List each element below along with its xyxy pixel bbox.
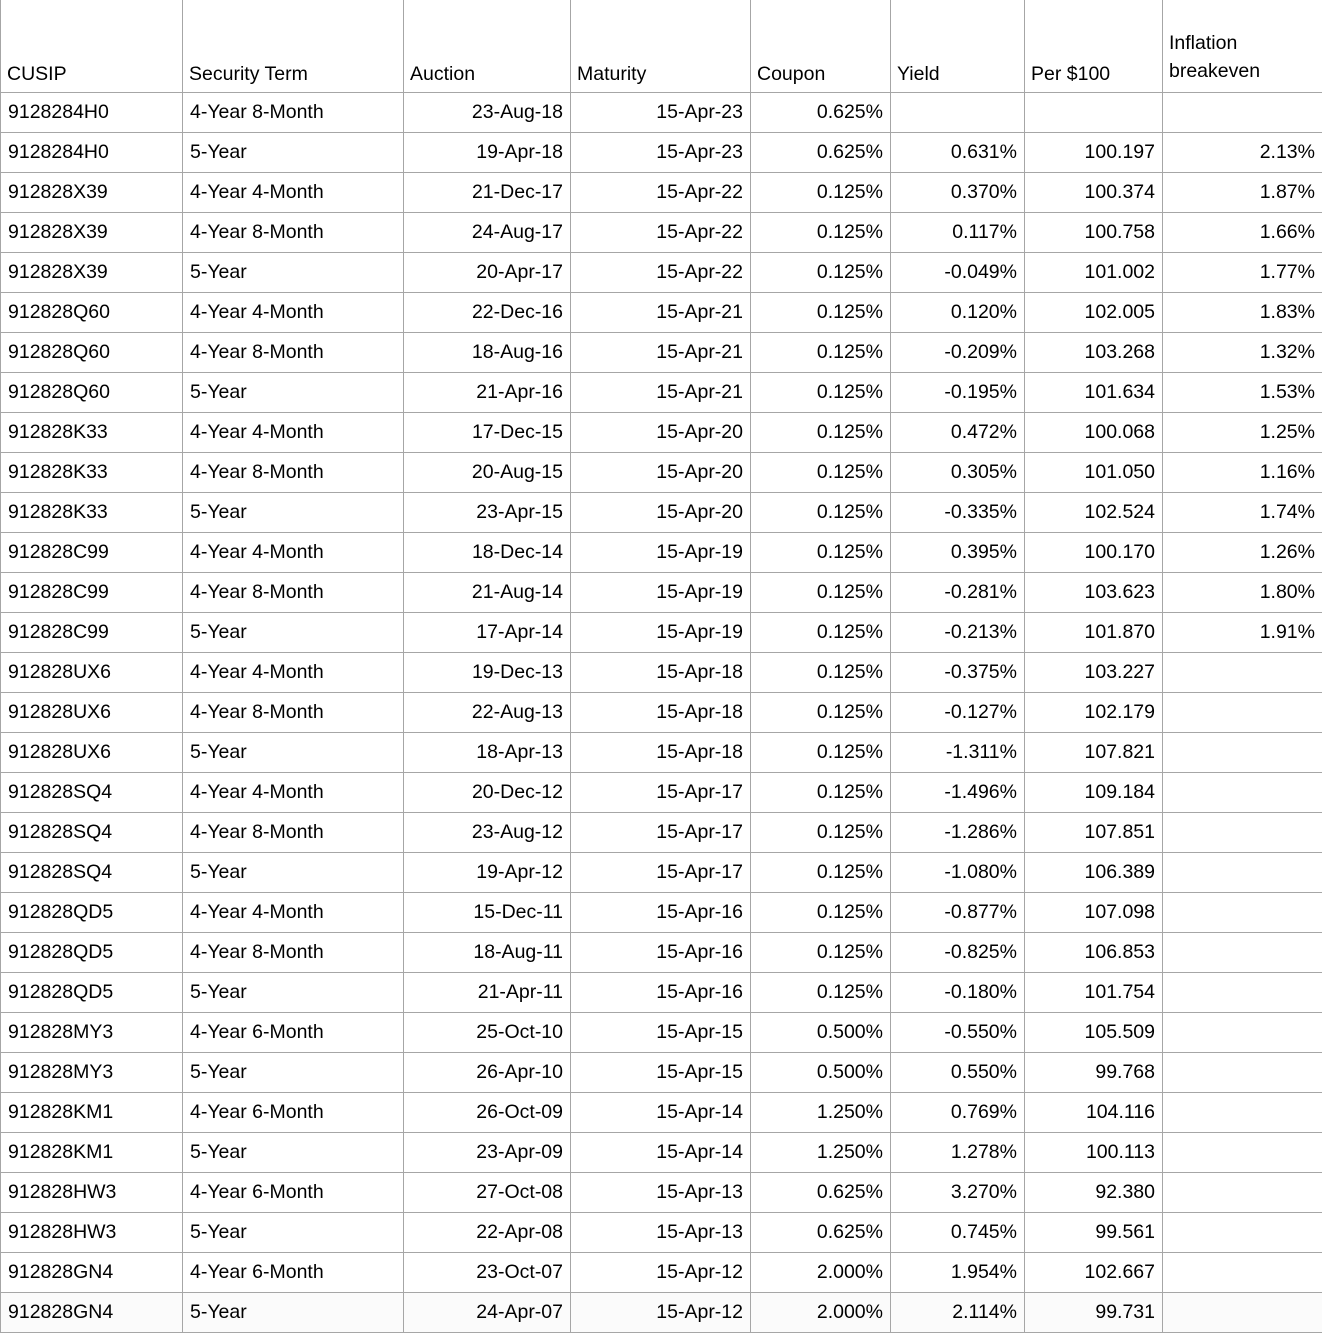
cell-cusip[interactable]: 912828SQ4 bbox=[1, 812, 183, 852]
cell-coupon[interactable]: 0.625% bbox=[751, 92, 891, 132]
cell-cusip[interactable]: 9128284H0 bbox=[1, 92, 183, 132]
cell-inflation[interactable] bbox=[1163, 972, 1322, 1012]
cell-per100[interactable]: 102.524 bbox=[1025, 492, 1163, 532]
cell-per100[interactable]: 107.821 bbox=[1025, 732, 1163, 772]
table-row[interactable] bbox=[1, 1012, 1322, 1052]
cell-coupon[interactable]: 0.625% bbox=[751, 1212, 891, 1252]
cell-per100[interactable]: 101.634 bbox=[1025, 372, 1163, 412]
cell-per100[interactable]: 100.197 bbox=[1025, 132, 1163, 172]
cell-coupon[interactable]: 0.125% bbox=[751, 532, 891, 572]
table-row[interactable] bbox=[1, 252, 1322, 292]
cell-inflation[interactable] bbox=[1163, 652, 1322, 692]
cell-cusip[interactable]: 912828MY3 bbox=[1, 1012, 183, 1052]
cell-auction[interactable]: 23-Aug-12 bbox=[404, 812, 571, 852]
cell-inflation[interactable]: 1.66% bbox=[1163, 212, 1322, 252]
cell-term[interactable]: 5-Year bbox=[183, 732, 404, 772]
cell-per100[interactable]: 100.113 bbox=[1025, 1132, 1163, 1172]
table-row[interactable] bbox=[1, 572, 1322, 612]
cell-term[interactable]: 4-Year 4-Month bbox=[183, 892, 404, 932]
cell-term[interactable]: 4-Year 4-Month bbox=[183, 292, 404, 332]
cell-auction[interactable]: 18-Apr-13 bbox=[404, 732, 571, 772]
cell-auction[interactable]: 20-Dec-12 bbox=[404, 772, 571, 812]
cell-auction[interactable]: 23-Oct-07 bbox=[404, 1252, 571, 1292]
cell-cusip[interactable]: 912828Q60 bbox=[1, 292, 183, 332]
table-row[interactable] bbox=[1, 892, 1322, 932]
cell-per100[interactable]: 107.098 bbox=[1025, 892, 1163, 932]
table-row[interactable] bbox=[1, 172, 1322, 212]
cell-cusip[interactable]: 912828K33 bbox=[1, 452, 183, 492]
cell-maturity[interactable]: 15-Apr-19 bbox=[571, 532, 751, 572]
table-row[interactable] bbox=[1, 1292, 1322, 1332]
cell-yield[interactable]: 0.120% bbox=[891, 292, 1025, 332]
cell-cusip[interactable]: 912828QD5 bbox=[1, 892, 183, 932]
cell-maturity[interactable]: 15-Apr-16 bbox=[571, 932, 751, 972]
cell-term[interactable]: 4-Year 8-Month bbox=[183, 92, 404, 132]
cell-inflation[interactable] bbox=[1163, 1092, 1322, 1132]
table-row[interactable] bbox=[1, 212, 1322, 252]
cell-per100[interactable]: 102.005 bbox=[1025, 292, 1163, 332]
cell-inflation[interactable]: 1.74% bbox=[1163, 492, 1322, 532]
cell-maturity[interactable]: 15-Apr-19 bbox=[571, 612, 751, 652]
cell-maturity[interactable]: 15-Apr-21 bbox=[571, 292, 751, 332]
table-row[interactable] bbox=[1, 852, 1322, 892]
cell-maturity[interactable]: 15-Apr-22 bbox=[571, 212, 751, 252]
table-row[interactable] bbox=[1, 612, 1322, 652]
cell-auction[interactable]: 20-Aug-15 bbox=[404, 452, 571, 492]
header-row bbox=[1, 0, 1322, 92]
cell-maturity[interactable]: 15-Apr-16 bbox=[571, 892, 751, 932]
cell-term[interactable]: 5-Year bbox=[183, 372, 404, 412]
cell-term[interactable]: 4-Year 8-Month bbox=[183, 332, 404, 372]
cell-per100[interactable]: 106.853 bbox=[1025, 932, 1163, 972]
cell-term[interactable]: 5-Year bbox=[183, 972, 404, 1012]
table-row[interactable] bbox=[1, 652, 1322, 692]
cell-term[interactable]: 4-Year 4-Month bbox=[183, 772, 404, 812]
cell-inflation[interactable]: 1.32% bbox=[1163, 332, 1322, 372]
cell-auction[interactable]: 19-Apr-18 bbox=[404, 132, 571, 172]
cell-cusip[interactable]: 912828K33 bbox=[1, 412, 183, 452]
table-row[interactable] bbox=[1, 972, 1322, 1012]
cell-coupon[interactable]: 0.125% bbox=[751, 852, 891, 892]
cell-yield[interactable]: -1.080% bbox=[891, 852, 1025, 892]
cell-yield[interactable]: 0.117% bbox=[891, 212, 1025, 252]
cell-auction[interactable]: 20-Apr-17 bbox=[404, 252, 571, 292]
table-row[interactable] bbox=[1, 132, 1322, 172]
cell-inflation[interactable] bbox=[1163, 852, 1322, 892]
table-row[interactable] bbox=[1, 1252, 1322, 1292]
cell-auction[interactable]: 18-Aug-11 bbox=[404, 932, 571, 972]
cell-per100[interactable]: 101.002 bbox=[1025, 252, 1163, 292]
cell-yield[interactable]: -0.213% bbox=[891, 612, 1025, 652]
cell-yield[interactable]: 0.745% bbox=[891, 1212, 1025, 1252]
cell-term[interactable]: 4-Year 8-Month bbox=[183, 572, 404, 612]
cell-auction[interactable]: 23-Apr-15 bbox=[404, 492, 571, 532]
cell-term[interactable]: 4-Year 4-Month bbox=[183, 532, 404, 572]
cell-maturity[interactable]: 15-Apr-20 bbox=[571, 492, 751, 532]
cell-term[interactable]: 4-Year 6-Month bbox=[183, 1252, 404, 1292]
table-row[interactable] bbox=[1, 932, 1322, 972]
cell-term[interactable]: 5-Year bbox=[183, 1132, 404, 1172]
cell-auction[interactable]: 21-Dec-17 bbox=[404, 172, 571, 212]
cell-inflation[interactable]: 2.13% bbox=[1163, 132, 1322, 172]
cell-yield[interactable]: -0.825% bbox=[891, 932, 1025, 972]
cell-coupon[interactable]: 0.500% bbox=[751, 1012, 891, 1052]
cell-per100[interactable] bbox=[1025, 92, 1163, 132]
cell-cusip[interactable]: 912828C99 bbox=[1, 572, 183, 612]
table-row[interactable] bbox=[1, 532, 1322, 572]
cell-inflation[interactable] bbox=[1163, 732, 1322, 772]
cell-term[interactable]: 5-Year bbox=[183, 852, 404, 892]
cell-cusip[interactable]: 912828GN4 bbox=[1, 1252, 183, 1292]
cell-maturity[interactable]: 15-Apr-14 bbox=[571, 1092, 751, 1132]
cell-auction[interactable]: 18-Dec-14 bbox=[404, 532, 571, 572]
cell-inflation[interactable]: 1.16% bbox=[1163, 452, 1322, 492]
table-row[interactable] bbox=[1, 692, 1322, 732]
cell-auction[interactable]: 19-Apr-12 bbox=[404, 852, 571, 892]
cell-per100[interactable]: 103.623 bbox=[1025, 572, 1163, 612]
cell-cusip[interactable]: 912828X39 bbox=[1, 212, 183, 252]
cell-cusip[interactable]: 912828C99 bbox=[1, 612, 183, 652]
cell-per100[interactable]: 100.374 bbox=[1025, 172, 1163, 212]
cell-maturity[interactable]: 15-Apr-14 bbox=[571, 1132, 751, 1172]
cell-cusip[interactable]: 912828KM1 bbox=[1, 1092, 183, 1132]
cell-yield[interactable]: 1.278% bbox=[891, 1132, 1025, 1172]
column-header-cusip[interactable]: CUSIP bbox=[1, 0, 183, 92]
cell-coupon[interactable]: 0.125% bbox=[751, 252, 891, 292]
table-row[interactable] bbox=[1, 492, 1322, 532]
cell-inflation[interactable]: 1.91% bbox=[1163, 612, 1322, 652]
cell-term[interactable]: 4-Year 8-Month bbox=[183, 812, 404, 852]
cell-term[interactable]: 5-Year bbox=[183, 252, 404, 292]
cell-cusip[interactable]: 912828QD5 bbox=[1, 972, 183, 1012]
cell-cusip[interactable]: 912828KM1 bbox=[1, 1132, 183, 1172]
cell-maturity[interactable]: 15-Apr-13 bbox=[571, 1212, 751, 1252]
cell-coupon[interactable]: 0.125% bbox=[751, 212, 891, 252]
cell-maturity[interactable]: 15-Apr-22 bbox=[571, 252, 751, 292]
cell-auction[interactable]: 23-Apr-09 bbox=[404, 1132, 571, 1172]
cell-coupon[interactable]: 0.125% bbox=[751, 372, 891, 412]
cell-yield[interactable] bbox=[891, 92, 1025, 132]
table-header bbox=[1, 0, 1322, 92]
cell-term[interactable]: 5-Year bbox=[183, 1292, 404, 1332]
cell-cusip[interactable]: 912828C99 bbox=[1, 532, 183, 572]
cell-inflation[interactable]: 1.53% bbox=[1163, 372, 1322, 412]
cell-inflation[interactable]: 1.87% bbox=[1163, 172, 1322, 212]
cell-inflation[interactable] bbox=[1163, 1012, 1322, 1052]
cell-yield[interactable]: -0.550% bbox=[891, 1012, 1025, 1052]
cell-term[interactable]: 5-Year bbox=[183, 132, 404, 172]
cell-maturity[interactable]: 15-Apr-18 bbox=[571, 732, 751, 772]
cell-inflation[interactable]: 1.80% bbox=[1163, 572, 1322, 612]
cell-auction[interactable]: 26-Apr-10 bbox=[404, 1052, 571, 1092]
cell-auction[interactable]: 22-Apr-08 bbox=[404, 1212, 571, 1252]
cell-auction[interactable]: 21-Apr-11 bbox=[404, 972, 571, 1012]
cell-cusip[interactable]: 912828MY3 bbox=[1, 1052, 183, 1092]
cell-coupon[interactable]: 0.125% bbox=[751, 892, 891, 932]
column-header-inflation[interactable]: Inflation breakeven bbox=[1163, 0, 1322, 92]
cell-per100[interactable]: 100.068 bbox=[1025, 412, 1163, 452]
cell-per100[interactable]: 99.561 bbox=[1025, 1212, 1163, 1252]
cell-per100[interactable]: 99.768 bbox=[1025, 1052, 1163, 1092]
cell-maturity[interactable]: 15-Apr-18 bbox=[571, 692, 751, 732]
cell-auction[interactable]: 27-Oct-08 bbox=[404, 1172, 571, 1212]
table-row[interactable] bbox=[1, 1052, 1322, 1092]
cell-term[interactable]: 4-Year 8-Month bbox=[183, 212, 404, 252]
cell-yield[interactable]: 0.395% bbox=[891, 532, 1025, 572]
cell-coupon[interactable]: 2.000% bbox=[751, 1292, 891, 1332]
cell-cusip[interactable]: 912828UX6 bbox=[1, 732, 183, 772]
cell-cusip[interactable]: 912828QD5 bbox=[1, 932, 183, 972]
cell-inflation[interactable] bbox=[1163, 1132, 1322, 1172]
cell-yield[interactable]: 1.954% bbox=[891, 1252, 1025, 1292]
cell-yield[interactable]: 2.114% bbox=[891, 1292, 1025, 1332]
cell-per100[interactable]: 100.170 bbox=[1025, 532, 1163, 572]
cell-term[interactable]: 4-Year 4-Month bbox=[183, 172, 404, 212]
cell-per100[interactable]: 109.184 bbox=[1025, 772, 1163, 812]
cell-term[interactable]: 5-Year bbox=[183, 492, 404, 532]
cell-coupon[interactable]: 0.125% bbox=[751, 932, 891, 972]
cell-per100[interactable]: 102.179 bbox=[1025, 692, 1163, 732]
cell-inflation[interactable] bbox=[1163, 1052, 1322, 1092]
cell-coupon[interactable]: 1.250% bbox=[751, 1092, 891, 1132]
cell-coupon[interactable]: 0.125% bbox=[751, 772, 891, 812]
cell-per100[interactable]: 106.389 bbox=[1025, 852, 1163, 892]
cell-maturity[interactable]: 15-Apr-15 bbox=[571, 1052, 751, 1092]
cell-auction[interactable]: 17-Apr-14 bbox=[404, 612, 571, 652]
column-header-per100[interactable]: Per $100 bbox=[1025, 0, 1163, 92]
cell-term[interactable]: 5-Year bbox=[183, 612, 404, 652]
cell-inflation[interactable] bbox=[1163, 932, 1322, 972]
cell-cusip[interactable]: 912828SQ4 bbox=[1, 772, 183, 812]
cell-coupon[interactable]: 2.000% bbox=[751, 1252, 891, 1292]
cell-term[interactable]: 4-Year 8-Month bbox=[183, 452, 404, 492]
cell-per100[interactable]: 101.050 bbox=[1025, 452, 1163, 492]
cell-auction[interactable]: 26-Oct-09 bbox=[404, 1092, 571, 1132]
table-row[interactable] bbox=[1, 1212, 1322, 1252]
cell-inflation[interactable] bbox=[1163, 1172, 1322, 1212]
cell-per100[interactable]: 107.851 bbox=[1025, 812, 1163, 852]
cell-coupon[interactable]: 1.250% bbox=[751, 1132, 891, 1172]
cell-coupon[interactable]: 0.625% bbox=[751, 132, 891, 172]
cell-auction[interactable]: 22-Aug-13 bbox=[404, 692, 571, 732]
cell-term[interactable]: 4-Year 6-Month bbox=[183, 1092, 404, 1132]
cell-inflation[interactable] bbox=[1163, 772, 1322, 812]
cell-inflation[interactable]: 1.26% bbox=[1163, 532, 1322, 572]
column-header-maturity[interactable]: Maturity bbox=[571, 0, 751, 92]
cell-auction[interactable]: 15-Dec-11 bbox=[404, 892, 571, 932]
table-row[interactable] bbox=[1, 732, 1322, 772]
cell-maturity[interactable]: 15-Apr-20 bbox=[571, 412, 751, 452]
cell-auction[interactable]: 22-Dec-16 bbox=[404, 292, 571, 332]
cell-per100[interactable]: 101.870 bbox=[1025, 612, 1163, 652]
cell-coupon[interactable]: 0.125% bbox=[751, 332, 891, 372]
column-header-coupon[interactable]: Coupon bbox=[751, 0, 891, 92]
cell-term[interactable]: 5-Year bbox=[183, 1212, 404, 1252]
cell-maturity[interactable]: 15-Apr-17 bbox=[571, 812, 751, 852]
cell-term[interactable]: 4-Year 6-Month bbox=[183, 1172, 404, 1212]
cell-coupon[interactable]: 0.125% bbox=[751, 572, 891, 612]
cell-yield[interactable]: -0.877% bbox=[891, 892, 1025, 932]
cell-per100[interactable]: 92.380 bbox=[1025, 1172, 1163, 1212]
cell-auction[interactable]: 21-Aug-14 bbox=[404, 572, 571, 612]
cell-per100[interactable]: 103.227 bbox=[1025, 652, 1163, 692]
table-row[interactable] bbox=[1, 372, 1322, 412]
cell-coupon[interactable]: 0.125% bbox=[751, 972, 891, 1012]
cell-auction[interactable]: 24-Apr-07 bbox=[404, 1292, 571, 1332]
cell-term[interactable]: 5-Year bbox=[183, 1052, 404, 1092]
cell-cusip[interactable]: 912828UX6 bbox=[1, 692, 183, 732]
table-row[interactable] bbox=[1, 332, 1322, 372]
cell-inflation[interactable]: 1.25% bbox=[1163, 412, 1322, 452]
column-header-auction[interactable]: Auction bbox=[404, 0, 571, 92]
cell-per100[interactable]: 105.509 bbox=[1025, 1012, 1163, 1052]
cell-coupon[interactable]: 0.125% bbox=[751, 172, 891, 212]
column-header-term[interactable]: Security Term bbox=[183, 0, 404, 92]
cell-maturity[interactable]: 15-Apr-21 bbox=[571, 372, 751, 412]
cell-yield[interactable]: -0.209% bbox=[891, 332, 1025, 372]
cell-coupon[interactable]: 0.125% bbox=[751, 612, 891, 652]
cell-cusip[interactable]: 9128284H0 bbox=[1, 132, 183, 172]
cell-inflation[interactable] bbox=[1163, 892, 1322, 932]
table-row[interactable] bbox=[1, 1092, 1322, 1132]
cell-coupon[interactable]: 0.500% bbox=[751, 1052, 891, 1092]
cell-yield[interactable]: -0.195% bbox=[891, 372, 1025, 412]
cell-inflation[interactable] bbox=[1163, 92, 1322, 132]
cell-maturity[interactable]: 15-Apr-23 bbox=[571, 132, 751, 172]
cell-cusip[interactable]: 912828HW3 bbox=[1, 1172, 183, 1212]
cell-inflation[interactable] bbox=[1163, 1252, 1322, 1292]
cell-per100[interactable]: 103.268 bbox=[1025, 332, 1163, 372]
cell-yield[interactable]: 0.769% bbox=[891, 1092, 1025, 1132]
cell-per100[interactable]: 100.758 bbox=[1025, 212, 1163, 252]
cell-maturity[interactable]: 15-Apr-12 bbox=[571, 1292, 751, 1332]
cell-cusip[interactable]: 912828Q60 bbox=[1, 372, 183, 412]
cell-cusip[interactable]: 912828HW3 bbox=[1, 1212, 183, 1252]
cell-yield[interactable]: 0.305% bbox=[891, 452, 1025, 492]
table-row[interactable] bbox=[1, 772, 1322, 812]
cell-auction[interactable]: 21-Apr-16 bbox=[404, 372, 571, 412]
table-row[interactable] bbox=[1, 1132, 1322, 1172]
cell-maturity[interactable]: 15-Apr-22 bbox=[571, 172, 751, 212]
cell-per100[interactable]: 102.667 bbox=[1025, 1252, 1163, 1292]
cell-yield[interactable]: -0.281% bbox=[891, 572, 1025, 612]
cell-inflation[interactable]: 1.83% bbox=[1163, 292, 1322, 332]
cell-coupon[interactable]: 0.125% bbox=[751, 452, 891, 492]
table-row[interactable] bbox=[1, 292, 1322, 332]
table-row[interactable] bbox=[1, 412, 1322, 452]
cell-maturity[interactable]: 15-Apr-13 bbox=[571, 1172, 751, 1212]
cell-coupon[interactable]: 0.125% bbox=[751, 652, 891, 692]
cell-auction[interactable]: 18-Aug-16 bbox=[404, 332, 571, 372]
cell-cusip[interactable]: 912828GN4 bbox=[1, 1292, 183, 1332]
cell-cusip[interactable]: 912828K33 bbox=[1, 492, 183, 532]
cell-coupon[interactable]: 0.125% bbox=[751, 492, 891, 532]
table-row[interactable] bbox=[1, 1172, 1322, 1212]
cell-maturity[interactable]: 15-Apr-23 bbox=[571, 92, 751, 132]
cell-yield[interactable]: 3.270% bbox=[891, 1172, 1025, 1212]
cell-inflation[interactable] bbox=[1163, 692, 1322, 732]
cell-term[interactable]: 4-Year 6-Month bbox=[183, 1012, 404, 1052]
cell-inflation[interactable] bbox=[1163, 1292, 1322, 1332]
cell-per100[interactable]: 101.754 bbox=[1025, 972, 1163, 1012]
table-row[interactable] bbox=[1, 452, 1322, 492]
cell-yield[interactable]: 0.631% bbox=[891, 132, 1025, 172]
cell-yield[interactable]: 0.550% bbox=[891, 1052, 1025, 1092]
cell-yield[interactable]: -1.286% bbox=[891, 812, 1025, 852]
cell-maturity[interactable]: 15-Apr-15 bbox=[571, 1012, 751, 1052]
cell-yield[interactable]: 0.472% bbox=[891, 412, 1025, 452]
cell-auction[interactable]: 17-Dec-15 bbox=[404, 412, 571, 452]
cell-yield[interactable]: -0.375% bbox=[891, 652, 1025, 692]
cell-yield[interactable]: -0.127% bbox=[891, 692, 1025, 732]
cell-term[interactable]: 4-Year 4-Month bbox=[183, 412, 404, 452]
cell-maturity[interactable]: 15-Apr-18 bbox=[571, 652, 751, 692]
table-row[interactable] bbox=[1, 92, 1322, 132]
cell-term[interactable]: 4-Year 4-Month bbox=[183, 652, 404, 692]
cell-maturity[interactable]: 15-Apr-20 bbox=[571, 452, 751, 492]
cell-maturity[interactable]: 15-Apr-19 bbox=[571, 572, 751, 612]
cell-inflation[interactable] bbox=[1163, 1212, 1322, 1252]
cell-auction[interactable]: 23-Aug-18 bbox=[404, 92, 571, 132]
cell-maturity[interactable]: 15-Apr-12 bbox=[571, 1252, 751, 1292]
cell-per100[interactable]: 99.731 bbox=[1025, 1292, 1163, 1332]
cell-term[interactable]: 4-Year 8-Month bbox=[183, 932, 404, 972]
cell-coupon[interactable]: 0.125% bbox=[751, 732, 891, 772]
table-row[interactable] bbox=[1, 812, 1322, 852]
cell-auction[interactable]: 19-Dec-13 bbox=[404, 652, 571, 692]
cell-cusip[interactable]: 912828X39 bbox=[1, 172, 183, 212]
cell-maturity[interactable]: 15-Apr-17 bbox=[571, 772, 751, 812]
cell-cusip[interactable]: 912828UX6 bbox=[1, 652, 183, 692]
table-body bbox=[1, 92, 1322, 1332]
cell-auction[interactable]: 24-Aug-17 bbox=[404, 212, 571, 252]
column-header-yield[interactable]: Yield bbox=[891, 0, 1025, 92]
cell-maturity[interactable]: 15-Apr-21 bbox=[571, 332, 751, 372]
cell-yield[interactable]: -0.049% bbox=[891, 252, 1025, 292]
cell-term[interactable]: 4-Year 8-Month bbox=[183, 692, 404, 732]
cell-maturity[interactable]: 15-Apr-17 bbox=[571, 852, 751, 892]
cell-yield[interactable]: -0.335% bbox=[891, 492, 1025, 532]
cell-maturity[interactable]: 15-Apr-16 bbox=[571, 972, 751, 1012]
cell-coupon[interactable]: 0.125% bbox=[751, 412, 891, 452]
cell-cusip[interactable]: 912828X39 bbox=[1, 252, 183, 292]
cell-coupon[interactable]: 0.125% bbox=[751, 692, 891, 732]
cell-coupon[interactable]: 0.625% bbox=[751, 1172, 891, 1212]
cell-coupon[interactable]: 0.125% bbox=[751, 812, 891, 852]
cell-cusip[interactable]: 912828SQ4 bbox=[1, 852, 183, 892]
cell-auction[interactable]: 25-Oct-10 bbox=[404, 1012, 571, 1052]
cell-yield[interactable]: -1.496% bbox=[891, 772, 1025, 812]
cell-inflation[interactable] bbox=[1163, 812, 1322, 852]
cell-yield[interactable]: 0.370% bbox=[891, 172, 1025, 212]
cell-yield[interactable]: -0.180% bbox=[891, 972, 1025, 1012]
cell-inflation[interactable]: 1.77% bbox=[1163, 252, 1322, 292]
cell-coupon[interactable]: 0.125% bbox=[751, 292, 891, 332]
cell-yield[interactable]: -1.311% bbox=[891, 732, 1025, 772]
cell-per100[interactable]: 104.116 bbox=[1025, 1092, 1163, 1132]
cell-cusip[interactable]: 912828Q60 bbox=[1, 332, 183, 372]
